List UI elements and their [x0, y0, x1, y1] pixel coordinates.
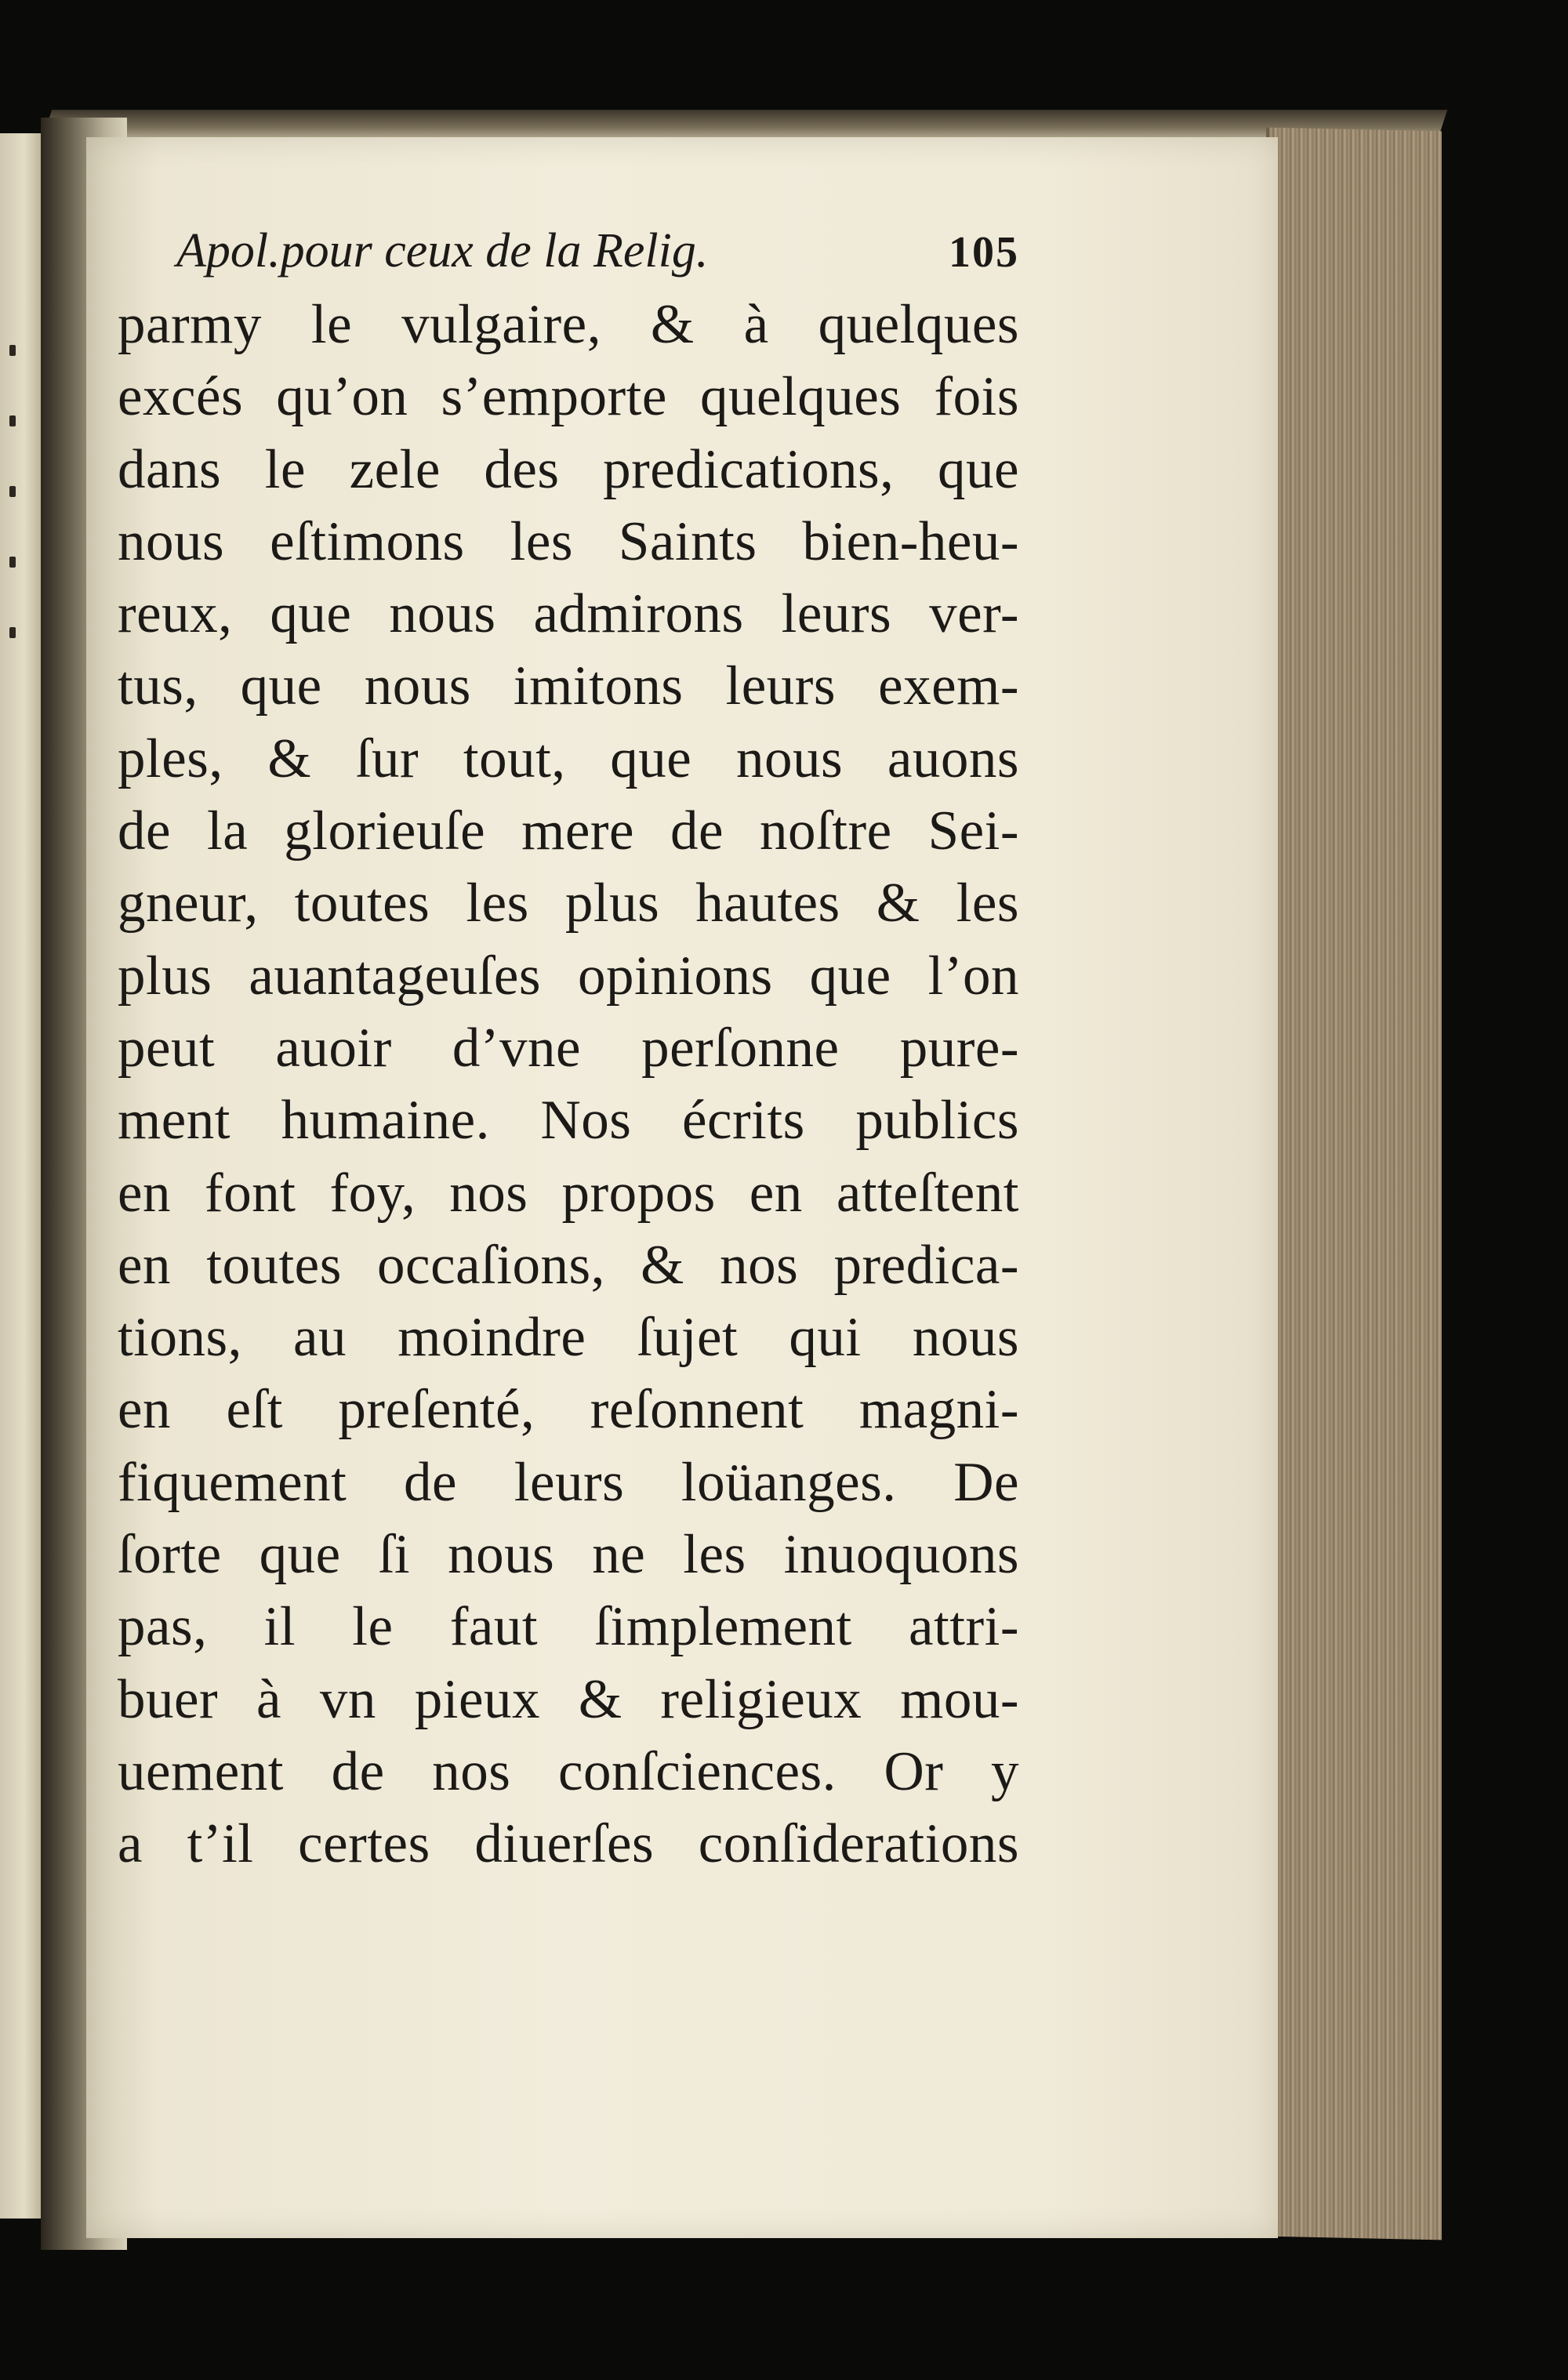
book-top-edge	[42, 110, 1447, 140]
ink-mark	[9, 557, 16, 568]
book-fore-edge	[1266, 128, 1442, 2240]
text-line: en toutes occaſions, & nos predica-	[118, 1234, 1019, 1296]
text-line: ment humaine. Nos écrits publics	[118, 1090, 1019, 1152]
ink-mark	[9, 345, 16, 356]
running-head-title: Apol.pour ceux de la Relig.	[176, 224, 709, 278]
ink-mark	[9, 486, 16, 497]
text-line: de la glorieuſe mere de noſtre Sei-	[118, 800, 1019, 862]
ink-mark	[9, 627, 16, 638]
text-line: ples, & ſur tout, que nous auons	[118, 727, 1019, 789]
text-line: en font foy, nos propos en atteſtent	[118, 1162, 1019, 1224]
text-line: nous eſtimons les Saints bien-heu-	[118, 510, 1019, 572]
ink-mark	[9, 415, 16, 426]
running-head	[118, 219, 1019, 284]
text-line: dans le zele des predications, que	[118, 438, 1019, 500]
text-line: gneur, toutes les plus hautes & les	[118, 873, 1019, 934]
body-text	[118, 288, 1019, 1881]
text-line: tions, au moindre ſujet qui nous	[118, 1307, 1019, 1369]
text-line: buer à vn pieux & religieux mou-	[118, 1668, 1019, 1730]
text-line: reux, que nous admirons leurs ver-	[118, 583, 1019, 645]
text-line: plus auantageuſes opinions que l’on	[118, 945, 1019, 1007]
page-text-block	[118, 219, 1019, 1881]
text-line: fiquement de leurs loüanges. De	[118, 1451, 1019, 1513]
text-line: tus, que nous imitons leurs exem-	[118, 655, 1019, 717]
text-line: peut auoir d’vne perſonne pure-	[118, 1017, 1019, 1079]
text-line: uement de nos conſciences. Or y	[118, 1740, 1019, 1802]
text-line: a t’il certes diuerſes conſiderations	[118, 1813, 1019, 1875]
text-line: en eſt preſenté, reſonnent magni-	[118, 1379, 1019, 1441]
text-line: excés qu’on s’emporte quelques fois	[118, 366, 1019, 428]
page-number: 105	[949, 228, 1019, 277]
text-line: ſorte que ſi nous ne les inuoquons	[118, 1524, 1019, 1586]
text-line: parmy le vulgaire, & à quelques	[118, 294, 1019, 355]
text-line: pas, il le faut ſimplement attri-	[118, 1596, 1019, 1658]
previous-page-edge	[0, 133, 43, 2219]
